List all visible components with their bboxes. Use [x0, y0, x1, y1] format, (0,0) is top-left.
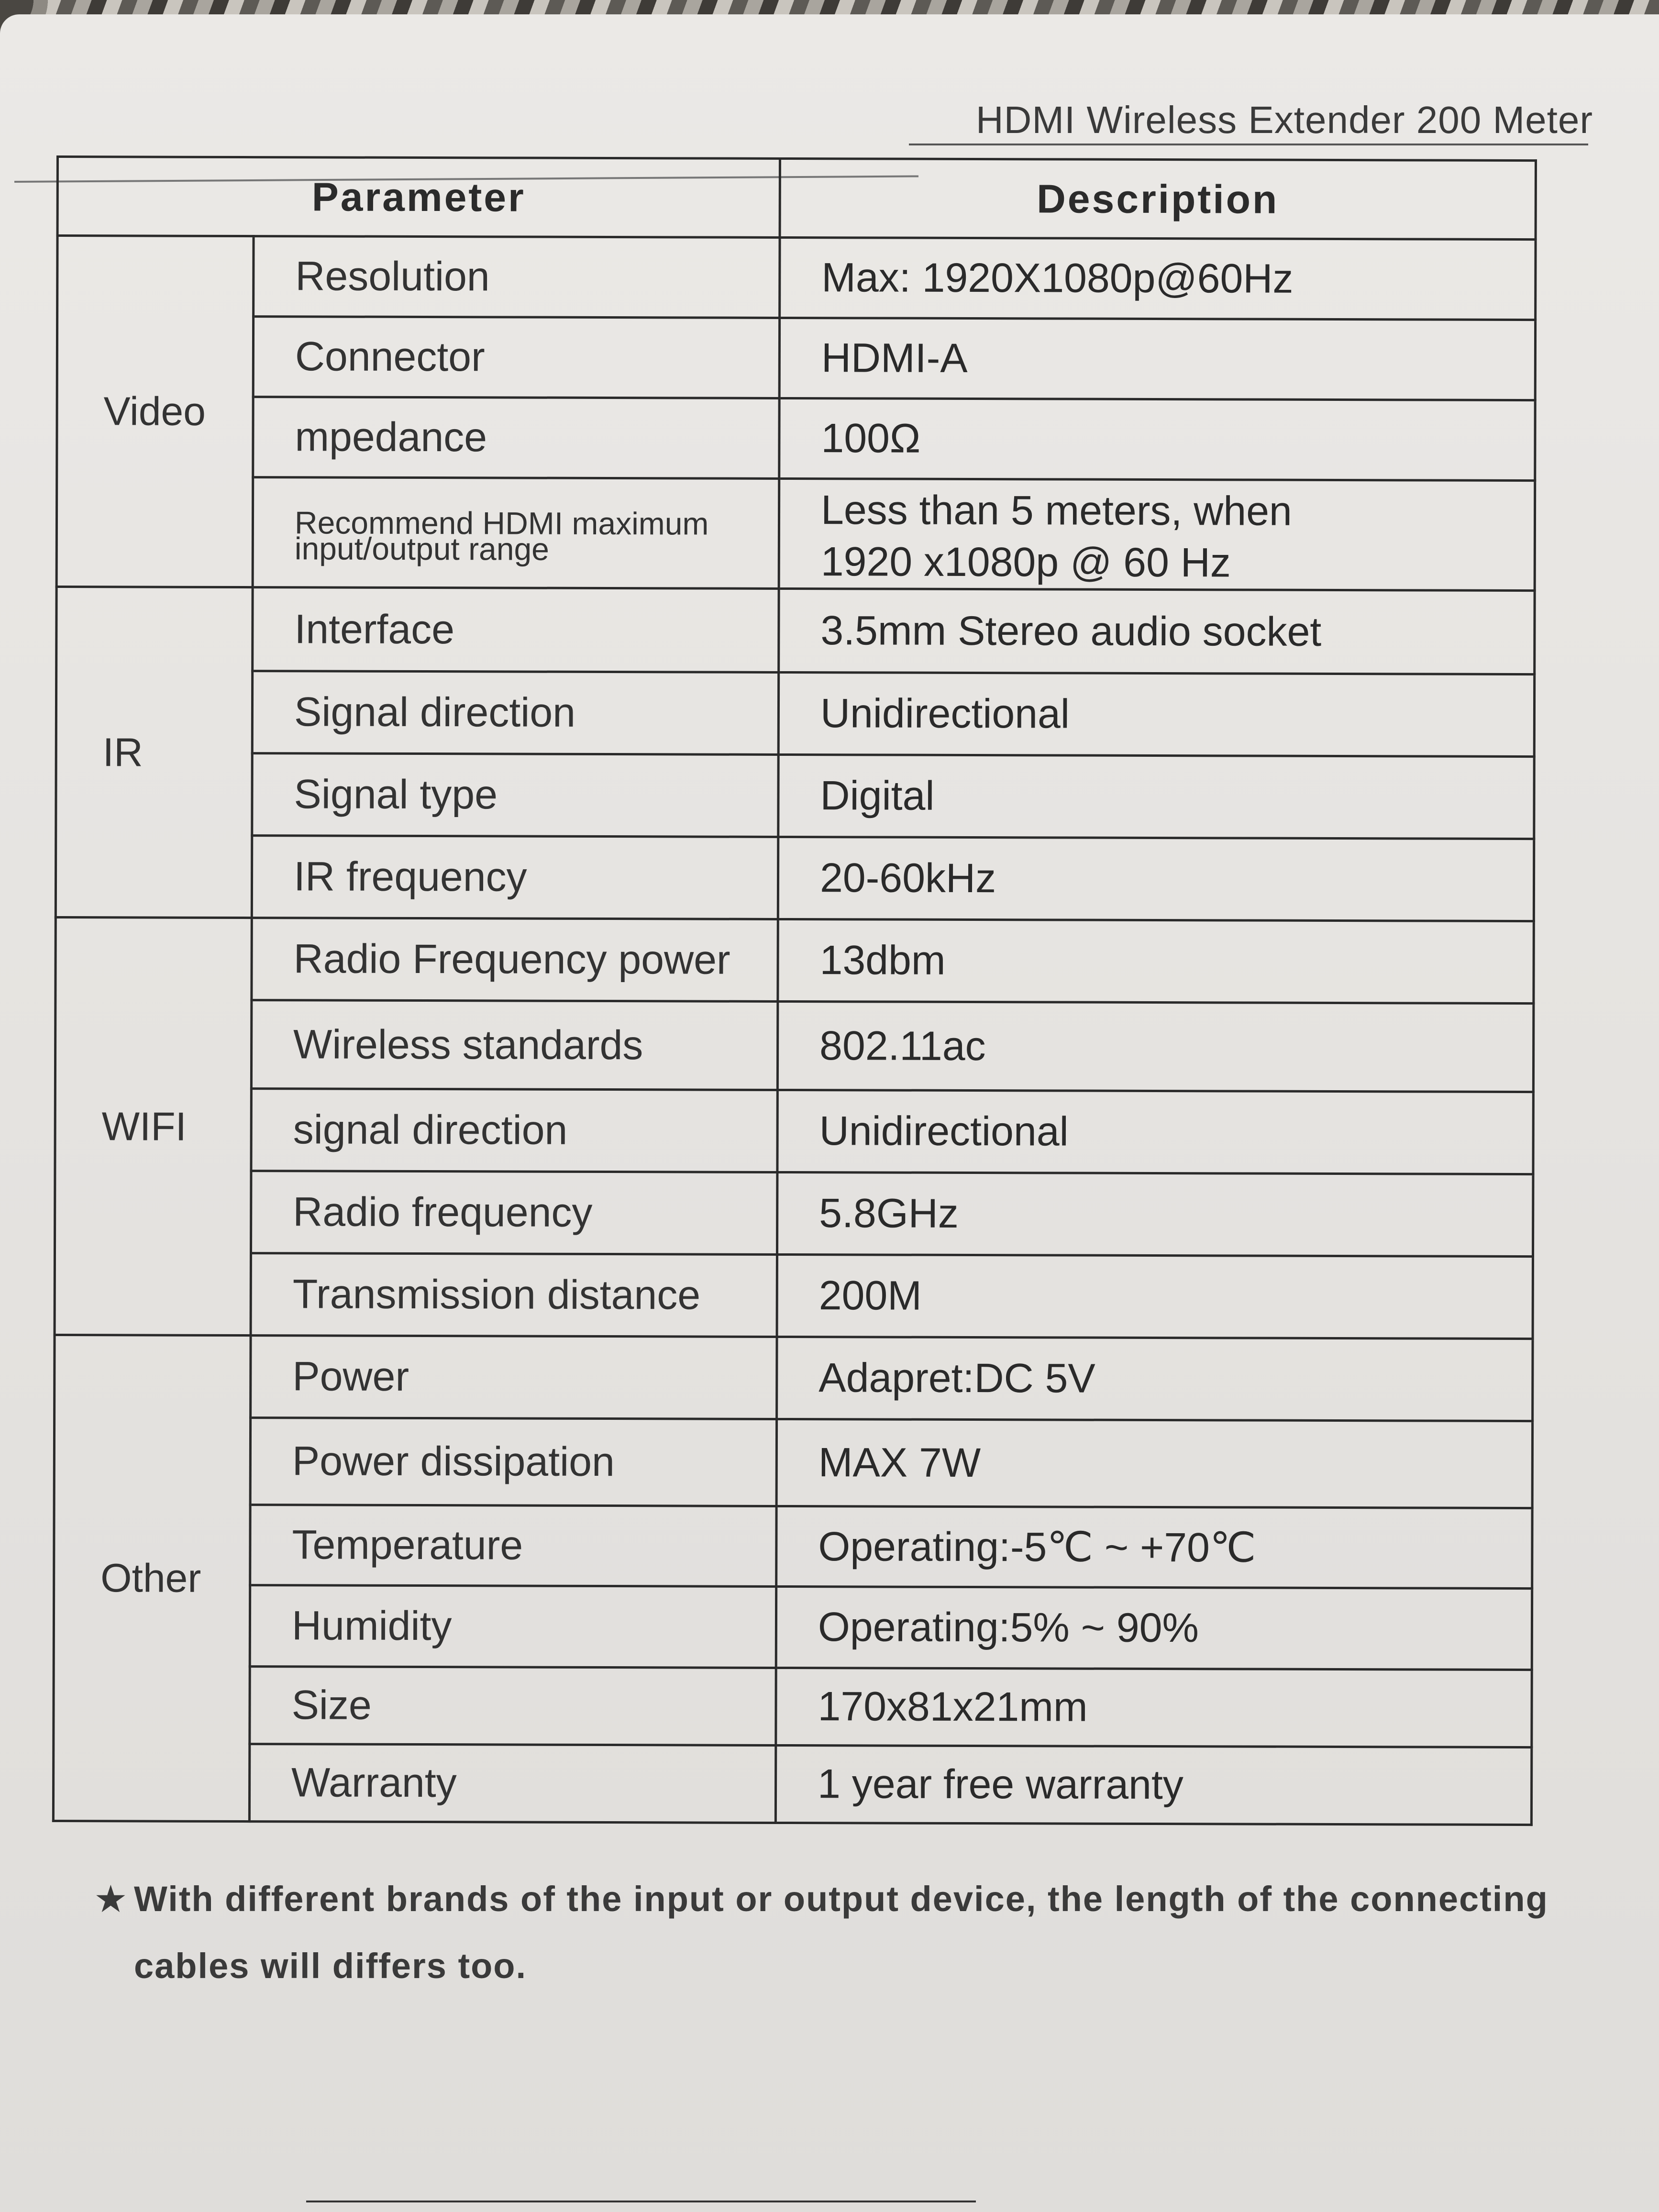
table-row: [55, 835, 1534, 921]
table-row: [55, 918, 1534, 1004]
param-impedance: mpedance: [253, 397, 779, 479]
table-row: [55, 1252, 1533, 1338]
param-signal-type: Signal type: [252, 753, 778, 837]
desc-signal-direction: Unidirectional: [778, 672, 1534, 756]
table-row: [56, 671, 1534, 757]
param-size: Size: [250, 1667, 776, 1746]
desc-signal-type: Digital: [778, 754, 1534, 839]
param-interface: Interface: [253, 587, 779, 673]
param-temperature: Temperature: [250, 1505, 776, 1587]
desc-humidity: Operating:5% ~ 90%: [776, 1586, 1532, 1670]
table-row: [55, 1000, 1533, 1092]
desc-recommend-range-line1: Less than 5 meters, when: [820, 487, 1292, 534]
param-transmission-distance: Transmission distance: [251, 1253, 777, 1337]
param-ir-frequency: IR frequency: [252, 836, 778, 919]
param-radio-frequency-power: Radio Frequency power: [252, 918, 778, 1002]
desc-wireless-standards: 802.11ac: [777, 1001, 1533, 1092]
desc-size: 170x81x21mm: [776, 1668, 1532, 1747]
desc-warranty: 1 year free warranty: [775, 1745, 1531, 1825]
table-row: [55, 1088, 1533, 1174]
table-row: [56, 587, 1535, 675]
desc-resolution: Max: 1920X1080p@60Hz: [780, 237, 1536, 320]
group-other: Other: [53, 1335, 251, 1821]
table-row: [53, 1743, 1531, 1825]
desc-wifi-signal-direction: Unidirectional: [777, 1090, 1533, 1174]
header-parameter: Parameter: [57, 157, 780, 238]
group-video: Video: [56, 236, 254, 587]
star-icon: ★: [96, 1880, 127, 1918]
footnote-text: With different brands of the input or output device, the length of the connecting cables will differs too.: [134, 1879, 1548, 1986]
table-row: [54, 1584, 1532, 1670]
desc-radio-frequency-power: 13dbm: [778, 919, 1534, 1003]
table-row: [55, 1170, 1533, 1256]
param-wifi-signal-direction: signal direction: [251, 1089, 777, 1172]
header-title-underline: [909, 144, 1588, 145]
desc-transmission-distance: 200M: [777, 1254, 1533, 1338]
table-row: [57, 316, 1535, 400]
table-row: [56, 477, 1535, 591]
param-humidity: Humidity: [250, 1585, 776, 1668]
param-warranty: Warranty: [249, 1744, 775, 1823]
table-row: [54, 1504, 1532, 1588]
table-row: [55, 1335, 1533, 1421]
bottom-rule: [306, 2201, 976, 2202]
table-row: [54, 1666, 1532, 1747]
desc-recommend-range-line2: 1920 x1080p @ 60 Hz: [820, 538, 1231, 586]
param-recommend-range: Recommend HDMI maximum input/output range: [253, 477, 779, 589]
desc-power: Adapret:DC 5V: [777, 1337, 1533, 1421]
table-row: [57, 236, 1536, 320]
table-row: [56, 753, 1534, 839]
param-signal-direction: Signal direction: [252, 671, 778, 755]
header-description: Description: [780, 158, 1536, 239]
footnote: [96, 1866, 1569, 2000]
desc-radio-frequency: 5.8GHz: [777, 1172, 1533, 1256]
group-ir: IR: [55, 587, 253, 918]
param-resolution: Resolution: [254, 236, 780, 318]
desc-connector: HDMI-A: [779, 318, 1535, 400]
table-row: [54, 1417, 1532, 1508]
param-connector: Connector: [253, 317, 779, 398]
desc-temperature: Operating:-5℃ ~ +70℃: [776, 1506, 1532, 1588]
desc-interface: 3.5mm Stereo audio socket: [779, 588, 1535, 674]
specification-table: [52, 155, 1537, 1826]
param-radio-frequency: Radio frequency: [251, 1171, 777, 1255]
param-wireless-standards: Wireless standards: [251, 1000, 777, 1090]
group-wifi: WIFI: [55, 918, 252, 1336]
table-header-row: [57, 157, 1536, 240]
param-power-dissipation: Power dissipation: [250, 1418, 776, 1506]
desc-recommend-range: [779, 478, 1535, 590]
table-row: [57, 397, 1535, 481]
page-header-title: HDMI Wireless Extender 200 Meter: [975, 99, 1593, 141]
desc-ir-frequency: 20-60kHz: [778, 837, 1534, 921]
param-power: Power: [251, 1336, 777, 1419]
desc-power-dissipation: MAX 7W: [776, 1419, 1532, 1508]
desc-impedance: 100Ω: [779, 398, 1535, 480]
